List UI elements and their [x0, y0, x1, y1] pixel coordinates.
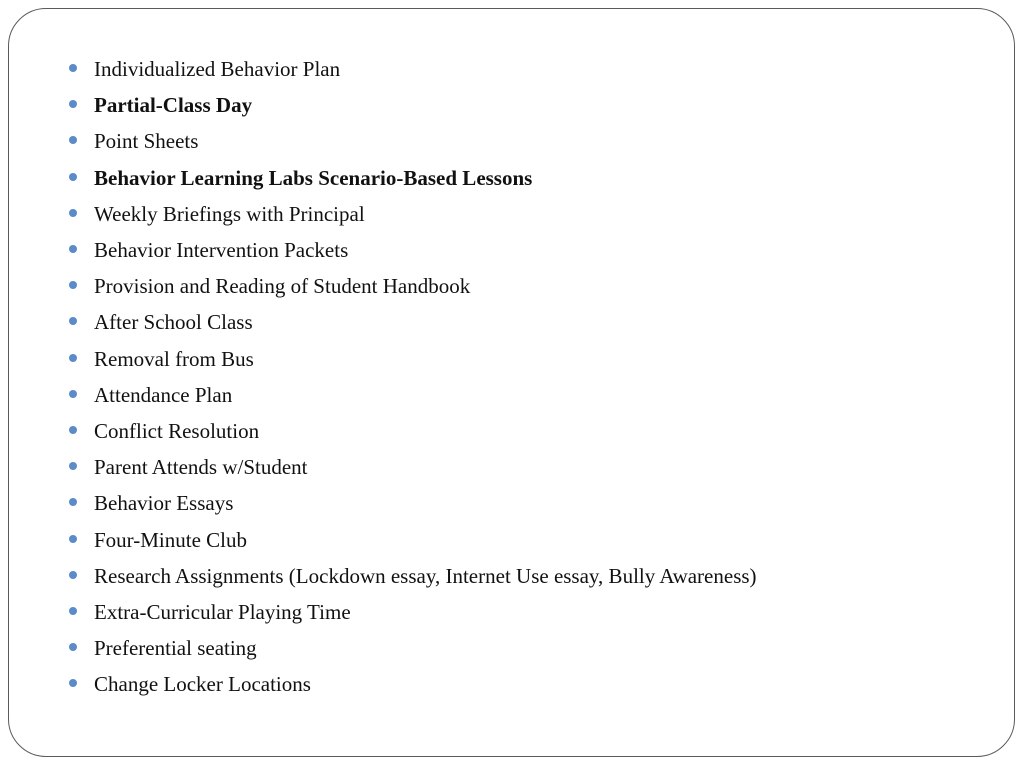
bullet-icon: [69, 607, 77, 615]
list-item: [69, 521, 757, 557]
list-item: [69, 268, 757, 304]
list-item: [69, 666, 757, 702]
list-item-text: Point Sheets: [94, 129, 199, 154]
list-item-text: Behavior Essays: [94, 491, 234, 516]
list-item: [69, 87, 757, 123]
bullet-icon: [69, 643, 77, 651]
bullet-icon: [69, 535, 77, 543]
list-item-text: Behavior Learning Labs Scenario-Based Lessons: [94, 165, 533, 190]
list-item-text: Conflict Resolution: [94, 418, 260, 443]
list-item: [69, 196, 757, 232]
list-item: [69, 232, 757, 268]
list-item: [69, 594, 757, 630]
list-item-text: Extra-Curricular Playing Time: [94, 599, 351, 624]
list-item: [69, 51, 757, 87]
bullet-icon: [69, 245, 77, 253]
list-item-text: Research Assignments (Lockdown essay, Internet Use essay, Bully Awareness): [94, 563, 757, 588]
bullet-icon: [69, 354, 77, 362]
list-item-text: Provision and Reading of Student Handbook: [94, 274, 471, 299]
bullet-icon: [69, 498, 77, 506]
list-item-text: Individualized Behavior Plan: [94, 57, 341, 82]
bullet-icon: [69, 679, 77, 687]
list-item-text: Four-Minute Club: [94, 527, 247, 552]
list-item: [69, 558, 757, 594]
bullet-icon: [69, 317, 77, 325]
list-item: [69, 377, 757, 413]
list-item-text: Preferential seating: [94, 636, 257, 661]
list-item-text: Change Locker Locations: [94, 672, 311, 697]
bullet-icon: [69, 571, 77, 579]
bullet-icon: [69, 136, 77, 144]
list-item-text: After School Class: [94, 310, 253, 335]
list-item: [69, 160, 757, 196]
list-item: [69, 449, 757, 485]
bullet-icon: [69, 209, 77, 217]
list-item-text: Attendance Plan: [94, 382, 233, 407]
list-item: [69, 413, 757, 449]
bullet-icon: [69, 64, 77, 72]
slide-frame: [8, 8, 1015, 757]
bullet-icon: [69, 173, 77, 181]
list-item-text: Behavior Intervention Packets: [94, 238, 349, 263]
bullet-icon: [69, 281, 77, 289]
bullet-icon: [69, 462, 77, 470]
list-item-text: Partial-Class Day: [94, 93, 253, 118]
list-item-text: Parent Attends w/Student: [94, 455, 308, 480]
list-item: [69, 630, 757, 666]
bullet-list: [69, 51, 757, 702]
list-item: [69, 123, 757, 159]
list-item-text: Removal from Bus: [94, 346, 254, 371]
bullet-icon: [69, 390, 77, 398]
list-item: [69, 341, 757, 377]
list-item: [69, 485, 757, 521]
list-item: [69, 304, 757, 340]
bullet-icon: [69, 100, 77, 108]
bullet-icon: [69, 426, 77, 434]
list-item-text: Weekly Briefings with Principal: [94, 201, 365, 226]
